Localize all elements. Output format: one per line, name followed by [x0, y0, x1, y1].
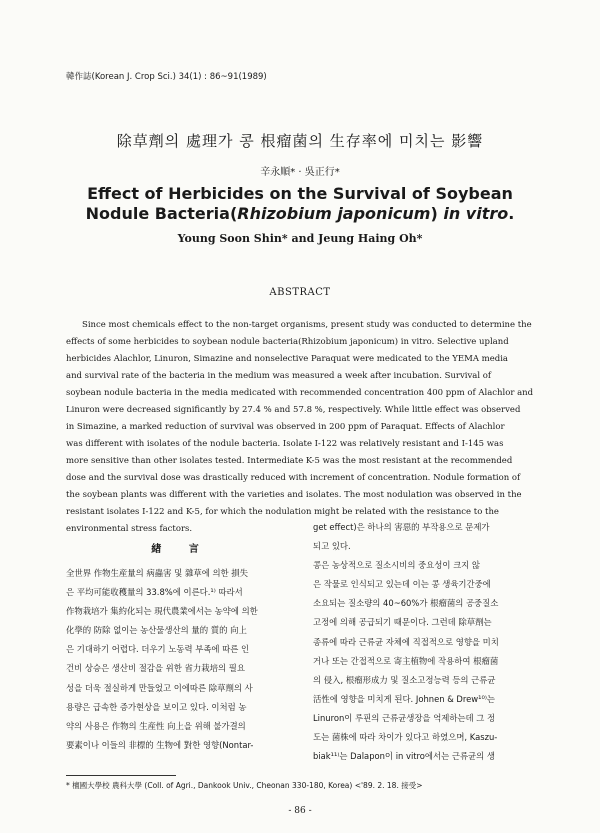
body-line: 약의 사용은 作物의 生産性 向上을 위해 불가결의: [66, 720, 246, 731]
right-column: [313, 518, 538, 766]
body-line: 全世界 作物生産量의 病蟲害 및 雜草에 의한 損失: [66, 568, 249, 578]
body-line: 化學的 防除 없이는 농산물생산의 量的 質的 向上: [66, 625, 247, 636]
abstract-line: herbicides Alachlor, Linuron, Simazine and nonselective Paraquat were medicated to the YEMA media: [66, 354, 508, 364]
abstract-line: more sensitive than other isolates tested. Intermediate K-5 was the most resistant at the recommended: [66, 456, 513, 466]
footnote-divider: [66, 775, 176, 776]
body-line: 종류에 따라 근류균 자체에 직접적으로 영향을 미치: [313, 636, 499, 647]
body-line: 의 侵入, 根瘤形成力 및 질소고정능력 등의 근류균: [313, 674, 496, 685]
english-authors: Young Soon Shin* and Jeung Haing Oh*: [177, 232, 423, 245]
abstract-line: environmental stress factors.: [66, 524, 193, 534]
title-part: ): [430, 204, 444, 223]
abstract-line: was different with isolates of the nodule bacteria. Isolate I-122 was relatively resistant and I-145 was: [66, 439, 504, 449]
title-part: Nodule Bacteria(: [85, 204, 238, 223]
body-line: 은 작물로 인식되고 있는데 이는 콩 생육기간중에: [313, 579, 491, 590]
korean-title: 除草劑의 處理가 콩 根瘤菌의 生存率에 미치는 影響: [116, 132, 484, 150]
abstract-line: and survival rate of the bacteria in the medium was measured a week after incubation. Survival of: [66, 371, 492, 381]
abstract-line: the soybean plants was different with the varieties and isolates. The most nodulation was observed in the: [66, 490, 522, 500]
body-line: 성을 더욱 절실하게 만들었고 이에따른 除草劑의 사: [66, 682, 253, 693]
abstract-line: resistant isolates I-122 and K-5, for which the nodulation might be related with the resistance to the: [66, 507, 499, 517]
english-title-line1: Effect of Herbicides on the Survival of Soybean: [87, 184, 513, 203]
body-line: 要素이나 이들의 非標的 生物에 對한 영향(Nontar-: [66, 739, 254, 750]
title-part: .: [508, 204, 515, 223]
title-species: Rhizobium japonicum: [237, 204, 431, 223]
body-line: 活性에 영향을 미치게 된다. Johnen & Drew¹⁰⁾는: [313, 693, 495, 704]
left-column: [66, 540, 296, 755]
body-line: 은 平均可能收穫量의 33.8%에 이른다.¹⁾ 따라서: [66, 587, 243, 598]
section-heading: 緖 言: [151, 544, 211, 555]
abstract-line: in Simazine, a marked reduction of survival was observed in 200 ppm of Paraquat. Effects of Alachlor: [66, 422, 505, 432]
abstract-line: Linuron were decreased significantly by 27.4 % and 57.8 %, respectively. While little effect was observed: [66, 405, 521, 415]
body-line: 作物栽培가 集約化되는 現代農業에서는 농약에 의한: [66, 606, 258, 617]
body-line: 소요되는 질소량의 40~60%가 根瘤菌의 공중질소: [313, 598, 499, 609]
english-title-line2: [0, 204, 600, 224]
abstract-line: Since most chemicals effect to the non-target organisms, present study was conducted to determine the: [82, 320, 532, 330]
english-title: [0, 184, 600, 224]
abstract-heading: ABSTRACT: [269, 287, 331, 298]
korean-authors: 辛永順* · 吳正行*: [260, 167, 340, 178]
journal-reference: 韓作誌(Korean J. Crop Sci.) 34(1) : 86~91(1989): [66, 72, 267, 82]
body-line: biak¹¹⁾는 Dalapon이 in vitro에서는 근류균의 생: [313, 751, 495, 762]
footnote: * 檀國大學校 農科大學 (Coll. of Agri., Dankook Univ., Cheonan 330-180, Korea) <'89. 2. 18. 接受>: [66, 781, 423, 790]
body-line: 용량은 급속한 증가현상을 보이고 있다. 이처럼 농: [66, 701, 247, 712]
body-line: 도는 菌株에 따라 차이가 있다고 하였으며, Kaszu-: [313, 732, 498, 743]
abstract-body: [66, 317, 534, 538]
page-number: - 86 -: [288, 806, 312, 816]
body-line: 되고 있다.: [313, 541, 351, 552]
body-line: 건비 상승은 생산비 절감을 위한 省力栽培의 필요: [66, 663, 245, 674]
abstract-line: dose and the survival dose was drastically reduced with increment of concentration. Nodule formation of: [66, 473, 521, 483]
body-line: 거나 또는 간접적으로 寄主植物에 작용하여 根瘤菌: [313, 655, 499, 666]
body-line: Linuron이 루핀의 근류균생장을 억제하는데 그 정: [313, 712, 496, 723]
abstract-line: effects of some herbicides to soybean nodule bacteria(Rhizobium japonicum) in vitro. Selective upland: [66, 337, 509, 347]
body-line: 콩은 농상적으로 질소시비의 중요성이 크지 않: [313, 560, 481, 571]
body-line: get effect)은 하나의 害惡的 부작용으로 문제가: [313, 522, 490, 532]
body-line: 고정에 의해 공급되기 때문이다. 그런데 除草劑는: [313, 617, 492, 628]
body-line: 은 기대하기 어렵다. 더우기 노동력 부족에 따른 인: [66, 644, 250, 655]
title-invitro: in vitro: [443, 204, 509, 223]
abstract-line: soybean nodule bacteria in the media medicated with recommended concentration 400 ppm of Alachlor and: [66, 388, 534, 398]
